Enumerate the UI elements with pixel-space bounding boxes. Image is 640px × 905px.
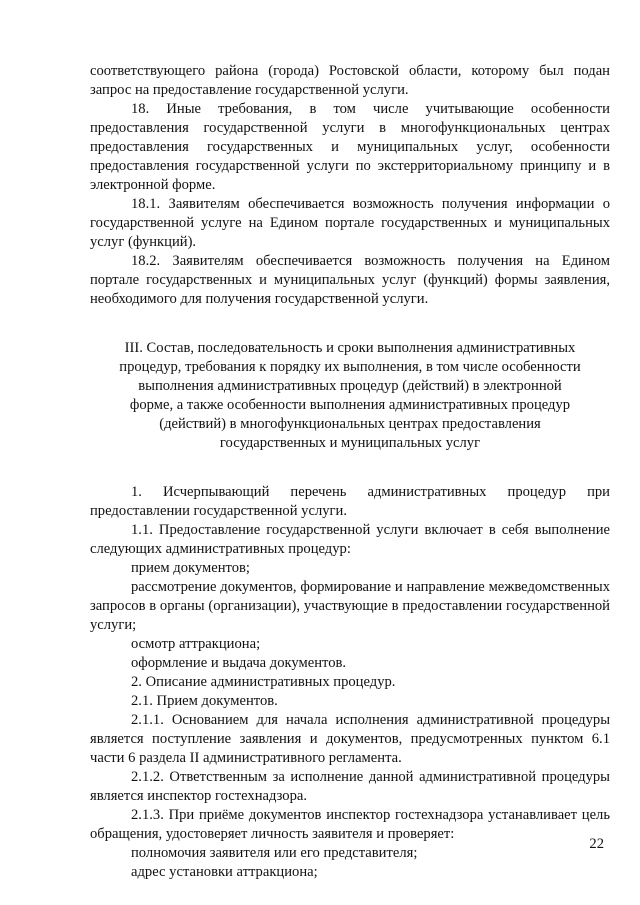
paragraph: 1.1. Предоставление государственной услуги включает в себя выполнение следующих административных процедур: bbox=[90, 522, 610, 557]
paragraph: 1. Исчерпывающий перечень административных процедур при предоставлении государственной услуги. bbox=[90, 484, 610, 519]
paragraph: 2.1.3. При приёме документов инспектор гостехнадзора устанавливает цель обращения, удостоверяет личность заявителя и проверяет: bbox=[90, 807, 610, 842]
paragraph: 18.2. Заявителям обеспечивается возможность получения на Едином портале государственных и муниципальных услуг (функций) формы заявления, необходимого для получения государственной услуги. bbox=[90, 253, 610, 307]
paragraph: 2. Описание административных процедур. bbox=[131, 674, 396, 690]
list-item: оформление и выдача документов. bbox=[131, 655, 347, 671]
list-item: адрес установки аттракциона; bbox=[131, 864, 318, 880]
paragraph: 18. Иные требования, в том числе учитывающие особенности предоставления государственной услуги в многофункциональных центрах предоставления государственных и муниципальных услуг, особенности предоставления государственной услуги по экстерриториальному принципу и в электронной форме. bbox=[90, 101, 610, 193]
paragraph: соответствующего района (города) Ростовской области, которому был подан запрос на предоставление государственной услуги. bbox=[90, 63, 610, 98]
paragraph: 2.1.2. Ответственным за исполнение данной административной процедуры является инспектор гостехнадзора. bbox=[90, 769, 610, 804]
paragraph: 2.1.1. Основанием для начала исполнения административной процедуры является поступление заявления и документов, предусмотренных пунктом 6.1 части 6 раздела II административного регламента. bbox=[90, 712, 610, 766]
section-heading: III. Состав, последовательность и сроки выполнения административных процедур, требования к порядку их выполнения, в том числе особенности выполнения административных процедур (действий) в электронной форме, а также особенности выполнения административных процедур (действий) в многофункциональных центрах предоставления государственных и муниципальных услуг bbox=[119, 340, 581, 451]
page-number: 22 bbox=[589, 836, 604, 852]
paragraph: 18.1. Заявителям обеспечивается возможность получения информации о государственной услуге на Едином портале государственных и муниципальных услуг (функций). bbox=[90, 196, 610, 250]
list-item: прием документов; bbox=[131, 560, 250, 576]
paragraph: 2.1. Прием документов. bbox=[131, 693, 278, 709]
list-item: полномочия заявителя или его представителя; bbox=[131, 845, 418, 861]
list-item: осмотр аттракциона; bbox=[131, 636, 261, 652]
list-item: рассмотрение документов, формирование и направление межведомственных запросов в органы (организации), участвующие в предоставлении государственной услуги; bbox=[90, 579, 610, 633]
document-body bbox=[90, 62, 610, 882]
